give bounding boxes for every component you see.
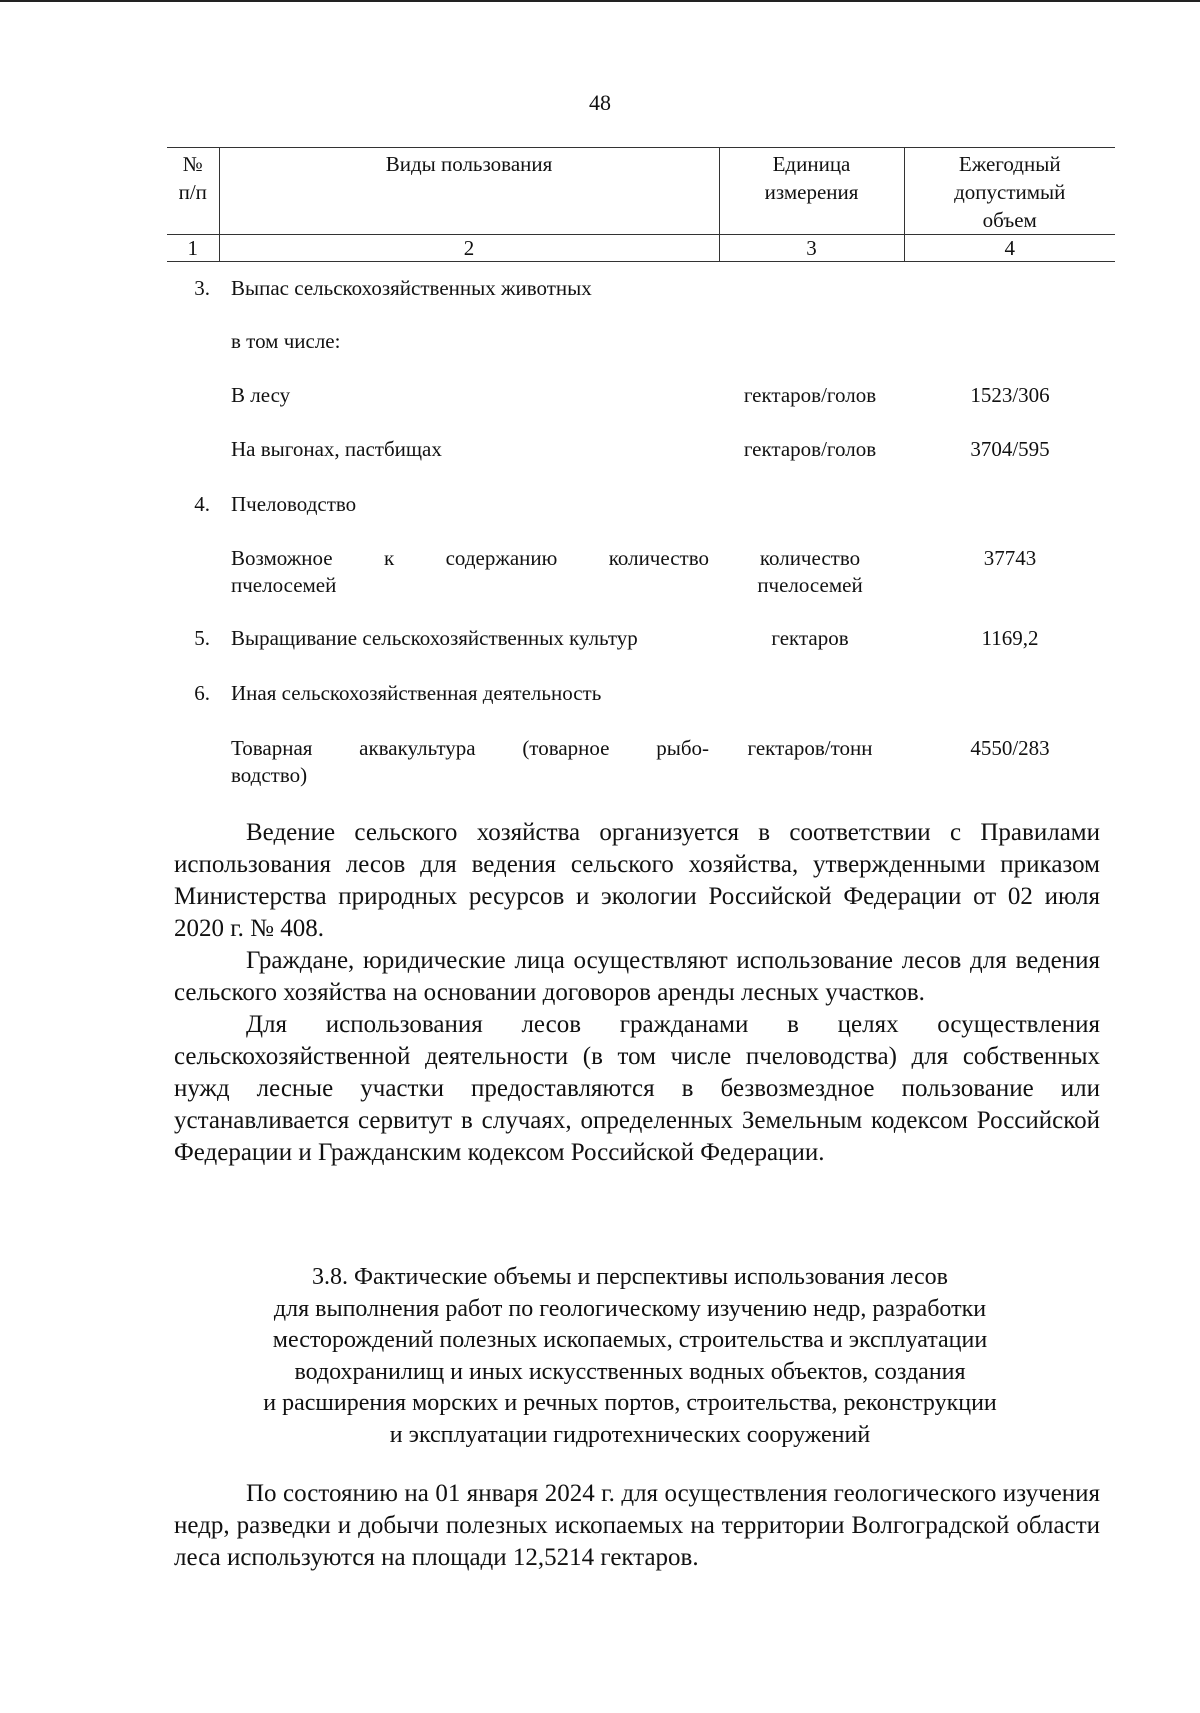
column-number-3: 3: [719, 235, 904, 262]
paragraph: Для использования лесов гражданами в целях осуществления сельскохозяйственной деятельности (в том числе пчеловодства) для собственных нужд лесные участки предоставляются в безвозмездное пользование или устанавливается сервитут в случаях, определенных Земельным кодексом Российской Федерации и Гражданским кодексом Российской Федерации.: [174, 1011, 1100, 1166]
column-number-1: 1: [167, 235, 219, 262]
body-text: [174, 817, 1100, 1169]
column-number-2: 2: [219, 235, 719, 262]
section-heading: 3.8. Фактические объемы и перспективы использования лесов для выполнения работ по геологическому изучению недр, разработки месторождений полезных ископаемых, строительства и эксплуатации водохранилищ и иных искусственных водных объектов, создания и расширения морских и речных портов, строительства, реконструкции и эксплуатации гидротехнических сооружений: [263, 1264, 997, 1448]
table-header: [167, 147, 1115, 262]
header-col-volume: Ежегодный допустимый объем: [904, 148, 1115, 235]
paragraph: Граждане, юридические лица осуществляют использование лесов для ведения сельского хозяйства на основании договоров аренды лесных участков.: [174, 947, 1100, 1006]
top-border-line: [0, 0, 1200, 2]
header-col-usage-type: Виды пользования: [219, 148, 719, 235]
page-number: 48: [589, 90, 611, 115]
header-col-number: № п/п: [167, 148, 219, 235]
paragraph: Ведение сельского хозяйства организуется в соответствии с Правилами использования лесов для ведения сельского хозяйства, утвержденными приказом Министерства природных ресурсов и экологии Российской Федерации от 02 июля 2020 г. № 408.: [174, 819, 1100, 942]
header-col-unit: Единица измерения: [719, 148, 904, 235]
column-number-4: 4: [904, 235, 1115, 262]
final-paragraph: По состоянию на 01 января 2024 г. для осуществления геологического изучения недр, разведки и добычи полезных ископаемых на территории Волгоградской области леса используются на площади 12,5214 гектаров.: [174, 1480, 1100, 1571]
